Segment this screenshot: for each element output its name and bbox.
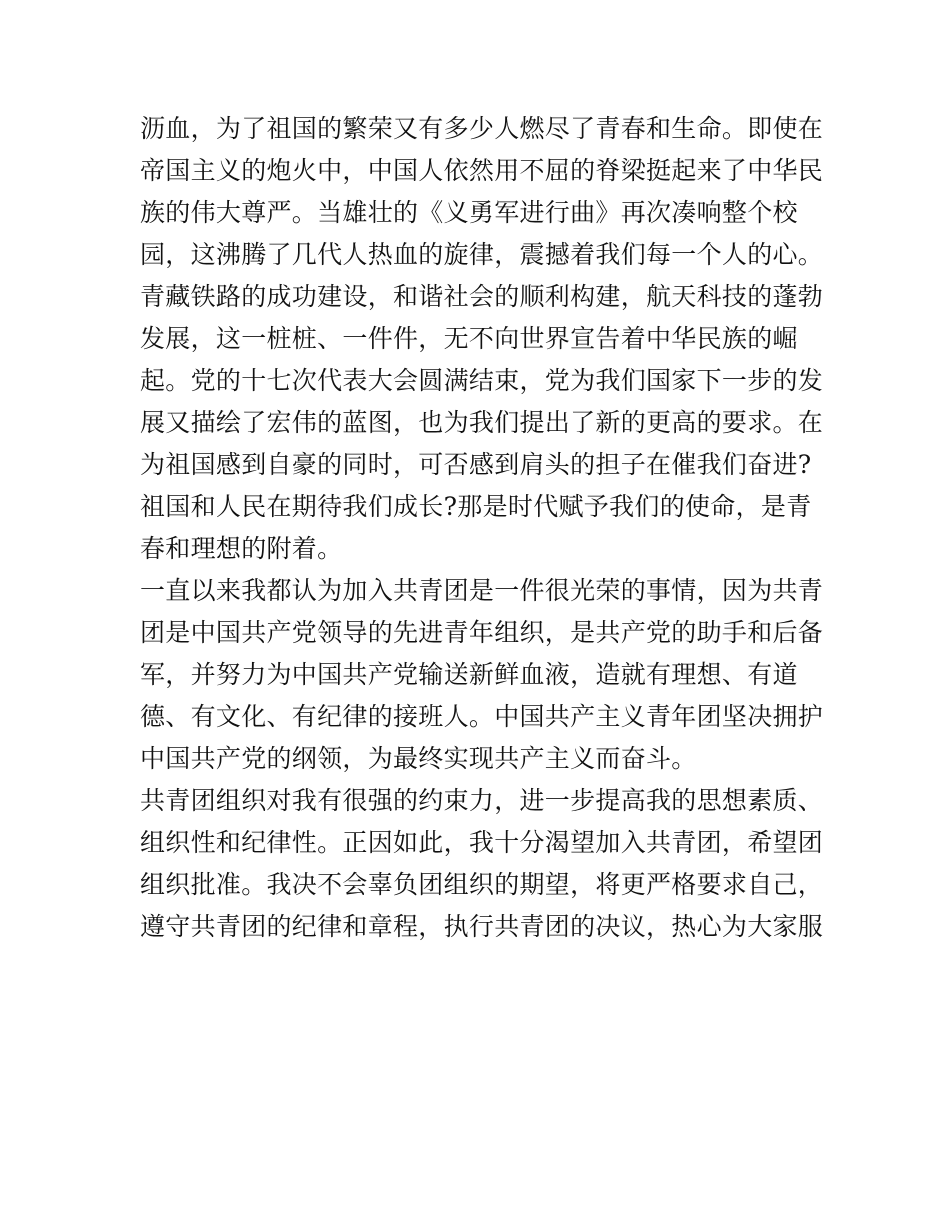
text-line: 团是中国共产党领导的先进青年组织，是共产党的助手和后备 <box>140 618 824 647</box>
text-line: 共青团组织对我有很强的约束力，进一步提高我的思想素质、 <box>140 786 824 815</box>
text-line: 组织批准。我决不会辜负团组织的期望，将更严格要求自己， <box>140 870 824 899</box>
text-line: 展又描绘了宏伟的蓝图，也为我们提出了新的更高的要求。在 <box>140 408 824 437</box>
text-line: 起。党的十七次代表大会圆满结束，党为我们国家下一步的发 <box>140 366 824 395</box>
text-line: 沥血，为了祖国的繁荣又有多少人燃尽了青春和生命。即使在 <box>140 114 824 143</box>
text-line: 园，这沸腾了几代人热血的旋律，震撼着我们每一个人的心。 <box>140 240 824 269</box>
text-line: 祖国和人民在期待我们成长?那是时代赋予我们的使命，是青 <box>140 492 812 521</box>
text-line: 青藏铁路的成功建设，和谐社会的顺利构建，航天科技的蓬勃 <box>140 282 824 311</box>
text-line: 组织性和纪律性。正因如此，我十分渴望加入共青团，希望团 <box>140 828 824 857</box>
paragraph-1 <box>140 108 824 570</box>
text-line: 一直以来我都认为加入共青团是一件很光荣的事情，因为共青 <box>140 576 824 605</box>
text-line: 发展，这一桩桩、一件件，无不向世界宣告着中华民族的崛 <box>140 324 798 353</box>
document-body <box>140 108 824 948</box>
text-line: 遵守共青团的纪律和章程，执行共青团的决议，热心为大家服 <box>140 912 824 941</box>
text-line: 帝国主义的炮火中，中国人依然用不屈的脊梁挺起来了中华民 <box>140 156 824 185</box>
text-line: 春和理想的附着。 <box>140 534 343 563</box>
paragraph-3 <box>140 780 824 948</box>
text-line: 军，并努力为中国共产党输送新鲜血液，造就有理想、有道 <box>140 660 798 689</box>
text-line: 中国共产党的纲领，为最终实现共产主义而奋斗。 <box>140 744 697 773</box>
text-line: 德、有文化、有纪律的接班人。中国共产主义青年团坚决拥护 <box>140 702 824 731</box>
text-line: 为祖国感到自豪的同时，可否感到肩头的担子在催我们奋进? <box>140 450 812 479</box>
paragraph-2 <box>140 570 824 780</box>
text-line: 族的伟大尊严。当雄壮的《义勇军进行曲》再次凑响整个校 <box>140 198 798 227</box>
